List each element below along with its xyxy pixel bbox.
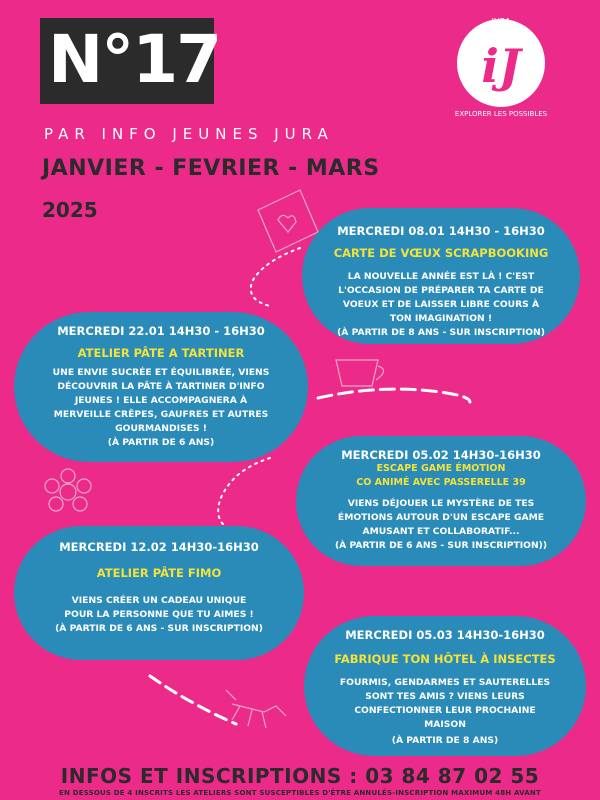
flower-icon	[45, 469, 91, 511]
event-subtitle: CO ANIMÉ AVEC PASSERELLE 39	[356, 477, 526, 488]
registration-note: EN DESSOUS DE 4 INSCRITS LES ATELIERS SONT SUSCEPTIBLES D'ÊTRE ANNULÉS-INSCRIPTION MAXIMUM 48H AVANT	[59, 789, 541, 797]
event-card-escape-game	[296, 436, 586, 566]
event-title: ATELIER PÂTE A TARTINER	[77, 346, 245, 360]
issue-number: N°17	[48, 21, 221, 98]
event-date: MERCREDI 05.02 14H30-16H30	[341, 448, 541, 462]
byline: PAR INFO JEUNES JURA	[44, 125, 334, 143]
event-description: FOURMIS, GENDARMES ET SAUTERELLES SONT TES AMIS ? VIENS LEURS CONFECTIONNER LEUR PROCHAINE MAISON	[339, 677, 551, 730]
event-title: ATELIER PÂTE FIMO	[96, 566, 222, 580]
logo-letters: iJ	[481, 39, 521, 93]
event-date: MERCREDI 05.03 14H30-16H30	[345, 628, 545, 642]
event-date: MERCREDI 22.01 14H30 - 16H30	[57, 324, 265, 338]
event-date: MERCREDI 08.01 14H30 - 16H30	[337, 224, 545, 238]
event-date: MERCREDI 12.02 14H30-16H30	[59, 540, 259, 554]
contact-phone: INFOS ET INSCRIPTIONS : 03 84 87 02 55	[60, 764, 540, 788]
event-note: (À PARTIR DE 6 ANS - SUR INSCRIPTION)	[55, 623, 263, 634]
event-note: (À PARTIR DE 8 ANS - SUR INSCRIPTION)	[337, 327, 545, 338]
event-title: ESCAPE GAME ÉMOTION	[376, 463, 506, 474]
months-title: JANVIER - FEVRIER - MARS	[42, 156, 380, 181]
event-note: (À PARTIR DE 8 ANS)	[391, 735, 499, 746]
event-note: (À PARTIR DE 6 ANS)	[107, 437, 215, 448]
event-card-scrapbooking	[302, 208, 580, 344]
cup-icon	[336, 360, 384, 386]
event-card-hotel-insectes	[304, 616, 586, 756]
event-description: UNE ENVIE SUCRÉE ET ÉQUILIBRÉE, VIENS DÉCOUVRIR LA PÂTE À TARTINER D'INFO JEUNES ! ELLE ACCOMPAGNERA À MERVEILLE CRÊPES, GAUFRES ET AUTRES GOURMANDISES !	[52, 367, 270, 434]
event-description: VIENS DÉJOUER LE MYSTÈRE DE TES ÉMOTIONS AUTOUR D'UN ESCAPE GAME AMUSANT ET COLLABORATIF...	[337, 498, 545, 537]
info-jeunes-logo	[446, 8, 556, 118]
event-description: LA NOUVELLE ANNÉE EST LÀ ! C'EST L'OCCASION DE PRÉPARER TA CARTE DE VOEUX ET DE LAISSER LIBRE COURS À TON IMAGINATION !	[338, 271, 544, 324]
event-card-pate-tartiner	[14, 312, 308, 462]
logo-tagline: EXPLORER LES POSSIBLES	[454, 110, 548, 118]
year-title: 2025	[42, 198, 98, 222]
event-description: VIENS CRÉER UN CADEAU UNIQUE POUR LA PERSONNE QUE TU AIMES !	[64, 595, 254, 620]
event-note: (À PARTIR DE 6 ANS - SUR INSCRIPTION))	[334, 540, 548, 551]
event-title: FABRIQUE TON HÔTEL À INSECTES	[334, 652, 556, 666]
event-title: CARTE DE VŒUX SCRAPBOOKING	[333, 246, 549, 260]
event-card-pate-fimo	[14, 526, 304, 660]
logo-region: JURA	[491, 17, 511, 26]
